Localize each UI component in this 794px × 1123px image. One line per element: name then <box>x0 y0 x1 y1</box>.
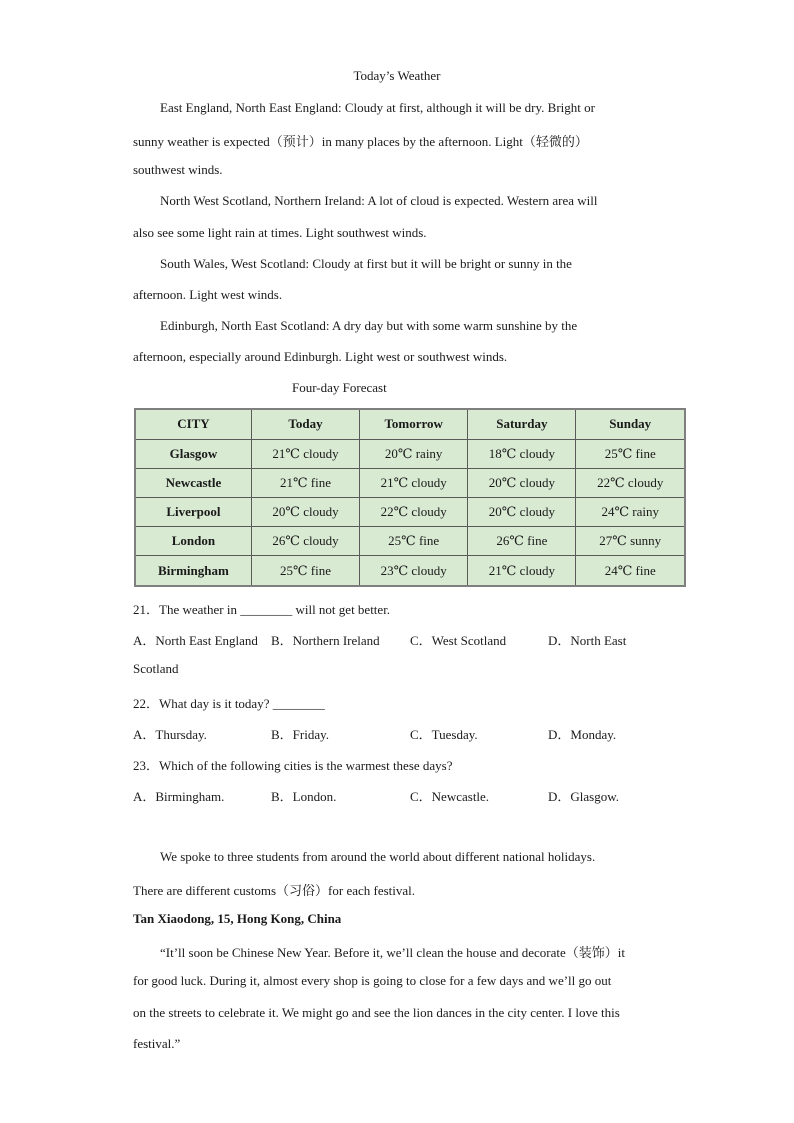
answer-option[interactable]: D．Glasgow. <box>548 789 620 804</box>
table-cell: 27℃ sunny <box>576 527 685 556</box>
answer-option[interactable]: B．Northern Ireland <box>271 633 380 648</box>
table-cell: 18℃ cloudy <box>468 439 576 468</box>
city-cell: London <box>135 527 251 556</box>
page-title: Today’s Weather <box>353 68 441 83</box>
quote-line: “It’ll soon be Chinese New Year. Before it, we’ll clean the house and decorate（装饰）it <box>160 945 625 960</box>
table-cell: 23℃ cloudy <box>360 556 468 586</box>
paragraph-line: East England, North East England: Cloudy at first, although it will be dry. Bright or <box>160 100 595 115</box>
paragraph-line: afternoon. Light west winds. <box>133 287 283 302</box>
answer-option[interactable]: D．Monday. <box>548 727 617 742</box>
answer-option[interactable]: C．Newcastle. <box>410 789 490 804</box>
table-cell: 20℃ cloudy <box>251 497 359 526</box>
paragraph-line: southwest winds. <box>133 162 223 177</box>
paragraph-line: North West Scotland, Northern Ireland: A lot of cloud is expected. Western area will <box>160 193 598 208</box>
passage-line: We spoke to three students from around the world about different national holidays. <box>160 849 596 864</box>
table-cell: 26℃ cloudy <box>251 527 359 556</box>
answer-option[interactable]: B．Friday. <box>271 727 330 742</box>
paragraph-line: sunny weather is expected（预计）in many places by the afternoon. Light（轻微的） <box>133 134 588 149</box>
question-stem: 21．The weather in ________ will not get better. <box>133 602 391 617</box>
paragraph-line: also see some light rain at times. Light southwest winds. <box>133 225 427 240</box>
table-cell: 21℃ cloudy <box>360 468 468 497</box>
answer-option[interactable]: D．North East <box>548 633 627 648</box>
column-header: Tomorrow <box>360 409 468 439</box>
answer-option[interactable]: A．Thursday. <box>133 727 207 742</box>
forecast-table <box>134 408 686 587</box>
table-cell: 25℃ fine <box>360 527 468 556</box>
table-cell: 24℃ fine <box>576 556 685 586</box>
table-cell: 22℃ cloudy <box>360 497 468 526</box>
column-header: CITY <box>135 409 251 439</box>
table-header-row <box>135 409 685 439</box>
table-cell: 26℃ fine <box>468 527 576 556</box>
question-stem: 22．What day is it today? ________ <box>133 696 325 711</box>
table-row <box>135 497 685 526</box>
table-cell: 25℃ fine <box>576 439 685 468</box>
table-row <box>135 468 685 497</box>
table-cell: 21℃ fine <box>251 468 359 497</box>
table-cell: 22℃ cloudy <box>576 468 685 497</box>
table-cell: 21℃ cloudy <box>251 439 359 468</box>
table-cell: 20℃ rainy <box>360 439 468 468</box>
table-cell: 24℃ rainy <box>576 497 685 526</box>
table-cell: 21℃ cloudy <box>468 556 576 586</box>
answer-option-continued[interactable]: Scotland <box>133 661 179 676</box>
forecast-title: Four-day Forecast <box>292 380 387 395</box>
column-header: Saturday <box>468 409 576 439</box>
question-stem: 23．Which of the following cities is the warmest these days? <box>133 758 453 773</box>
answer-option[interactable]: B．London. <box>271 789 337 804</box>
table-cell: 25℃ fine <box>251 556 359 586</box>
quote-line: festival.” <box>133 1036 181 1051</box>
city-cell: Newcastle <box>135 468 251 497</box>
answer-option[interactable]: A．Birmingham. <box>133 789 225 804</box>
column-header: Sunday <box>576 409 685 439</box>
city-cell: Glasgow <box>135 439 251 468</box>
column-header: Today <box>251 409 359 439</box>
answer-option[interactable]: A．North East England <box>133 633 258 648</box>
quote-line: for good luck. During it, almost every shop is going to close for a few days and we’ll go out <box>133 973 612 988</box>
city-cell: Birmingham <box>135 556 251 586</box>
table-row <box>135 439 685 468</box>
paragraph-line: afternoon, especially around Edinburgh. Light west or southwest winds. <box>133 349 508 364</box>
table-row <box>135 527 685 556</box>
city-cell: Liverpool <box>135 497 251 526</box>
paragraph-line: Edinburgh, North East Scotland: A dry day but with some warm sunshine by the <box>160 318 578 333</box>
quote-line: on the streets to celebrate it. We might go and see the lion dances in the city center. I love this <box>133 1005 620 1020</box>
answer-option[interactable]: C．West Scotland <box>410 633 507 648</box>
paragraph-line: South Wales, West Scotland: Cloudy at first but it will be bright or sunny in the <box>160 256 572 271</box>
passage-line: There are different customs（习俗）for each festival. <box>133 883 416 898</box>
table-cell: 20℃ cloudy <box>468 468 576 497</box>
table-cell: 20℃ cloudy <box>468 497 576 526</box>
answer-option[interactable]: C．Tuesday. <box>410 727 478 742</box>
table-row <box>135 556 685 586</box>
speaker-heading: Tan Xiaodong, 15, Hong Kong, China <box>133 911 342 926</box>
